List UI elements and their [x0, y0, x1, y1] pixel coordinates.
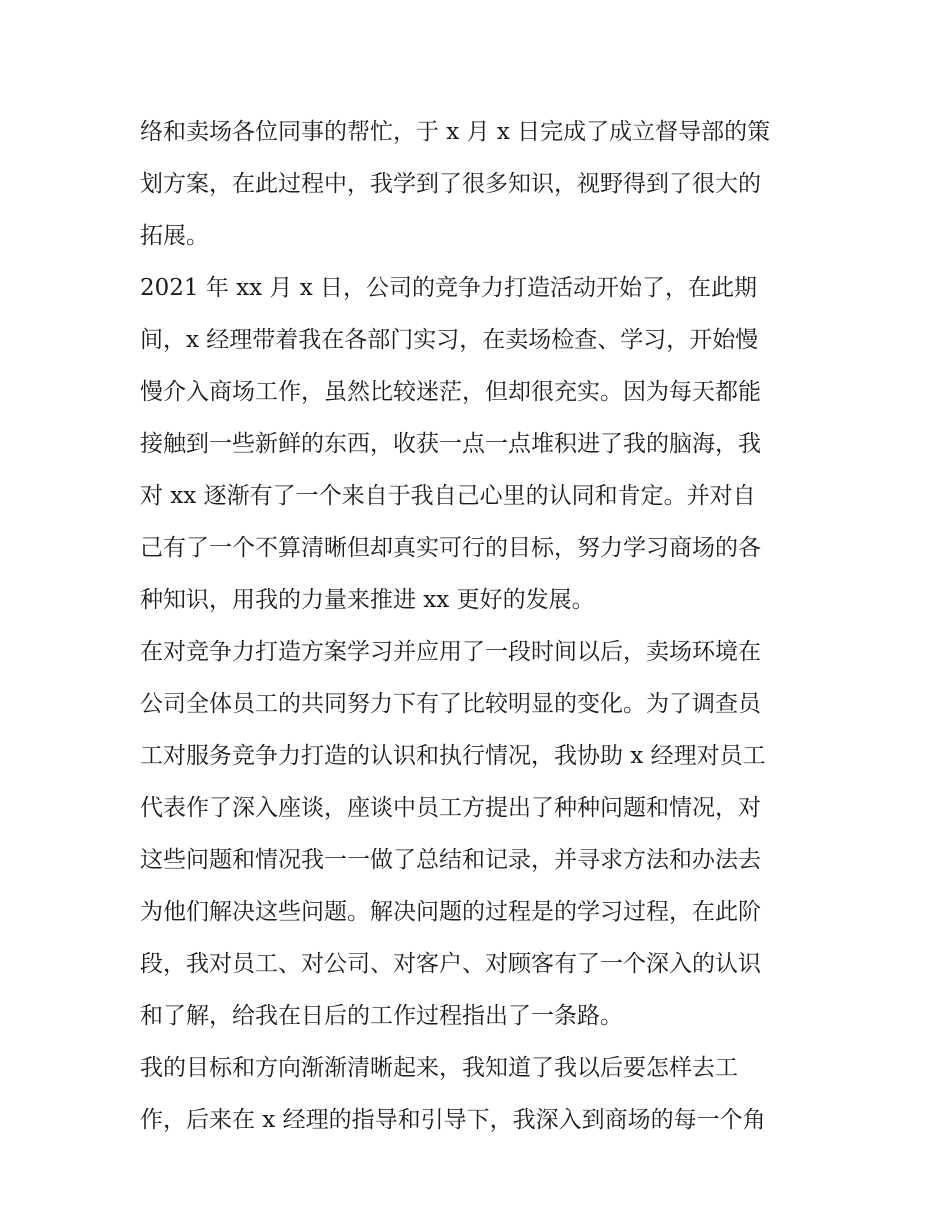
- text-line: 为他们解决这些问题。解决问题的过程是的学习过程，在此阶: [140, 899, 761, 925]
- text-line: 代表作了深入座谈，座谈中员工方提出了种种问题和情况，对: [140, 795, 761, 821]
- text-line: 络和卖场各位同事的帮忙，于 x 月 x 日完成了成立督导部的策: [140, 119, 771, 145]
- paragraph-2: [140, 262, 820, 626]
- text-line: 接触到一些新鲜的东西，收获一点一点堆积进了我的脑海，我: [140, 431, 761, 457]
- text-line: 拓展。: [140, 223, 209, 249]
- paragraph-4: [140, 1042, 820, 1146]
- text-line: 工对服务竞争力打造的认识和执行情况，我协助 x 经理对员工: [140, 743, 766, 769]
- text-line: 我的目标和方向渐渐清晰起来，我知道了我以后要怎样去工: [140, 1055, 738, 1081]
- paragraph-1: [140, 106, 820, 262]
- text-line: 在对竞争力打造方案学习并应用了一段时间以后，卖场环境在: [140, 639, 761, 665]
- text-line: 公司全体员工的共同努力下有了比较明显的变化。为了调查员: [140, 691, 761, 717]
- text-line: 段，我对员工、对公司、对客户、对顾客有了一个深入的认识: [140, 951, 761, 977]
- paragraph-3: [140, 626, 820, 1042]
- text-line: 和了解，给我在日后的工作过程指出了一条路。: [140, 1003, 623, 1029]
- text-line: 种知识，用我的力量来推进 xx 更好的发展。: [140, 587, 595, 613]
- document-body: [140, 106, 820, 1146]
- text-line: 划方案，在此过程中，我学到了很多知识，视野得到了很大的: [140, 171, 761, 197]
- text-line: 慢介入商场工作，虽然比较迷茫，但却很充实。因为每天都能: [140, 379, 761, 405]
- text-line: 作，后来在 x 经理的指导和引导下，我深入到商场的每一个角: [140, 1107, 766, 1133]
- text-line: 己有了一个不算清晰但却真实可行的目标，努力学习商场的各: [140, 535, 761, 561]
- text-line: 这些问题和情况我一一做了总结和记录，并寻求方法和办法去: [140, 847, 761, 873]
- text-line: 间，x 经理带着我在各部门实习，在卖场检查、学习，开始慢: [140, 327, 759, 353]
- text-line: 对 xx 逐渐有了一个来自于我自己心里的认同和肯定。并对自: [140, 483, 756, 509]
- text-line: 2021 年 xx 月 x 日，公司的竞争力打造活动开始了，在此期: [140, 275, 758, 301]
